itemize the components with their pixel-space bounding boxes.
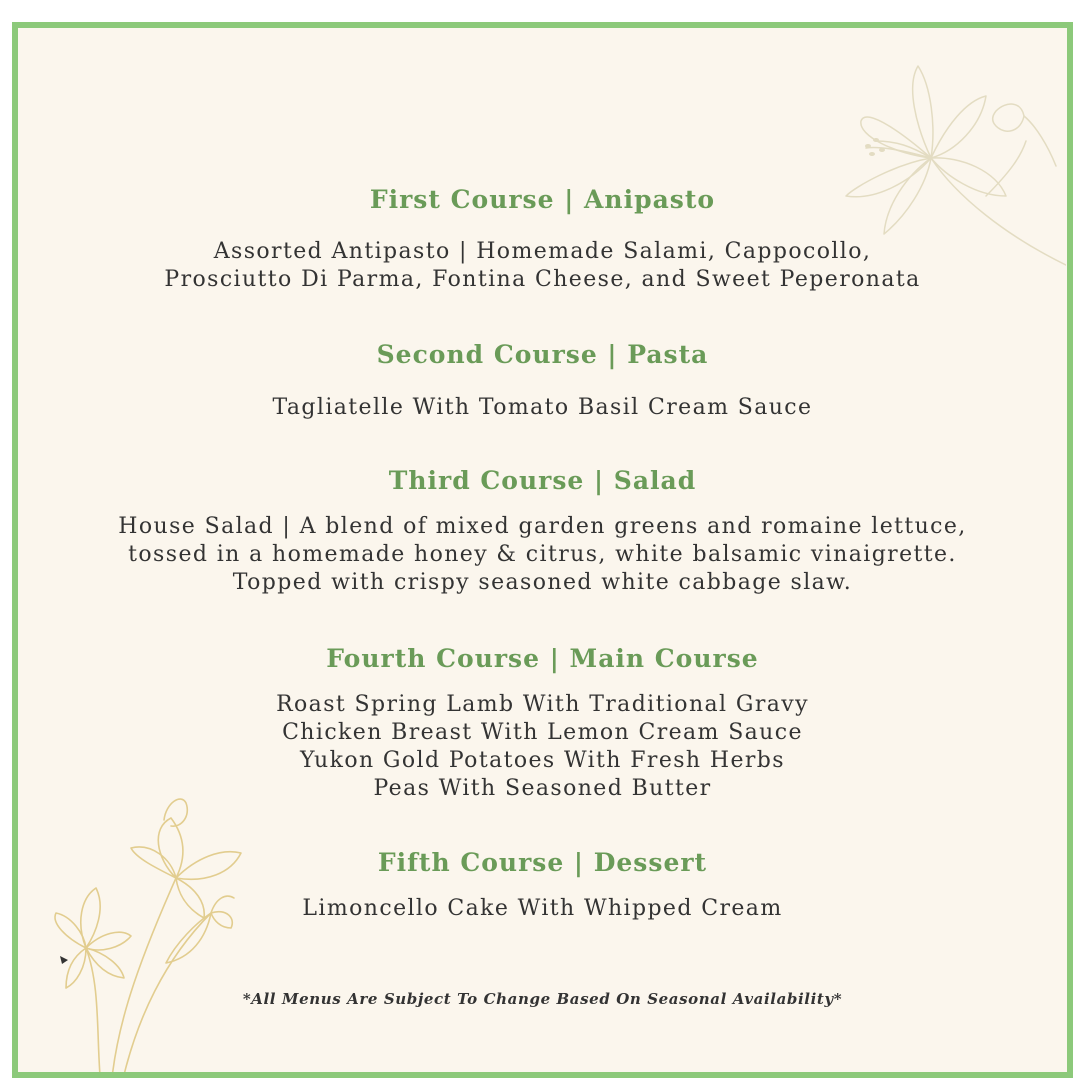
course-4-line-2: Chicken Breast With Lemon Cream Sauce bbox=[282, 720, 803, 745]
course-1-description bbox=[18, 238, 1067, 294]
course-2-description bbox=[18, 394, 1067, 422]
course-4-description bbox=[18, 691, 1067, 803]
availability-footnote: *All Menus Are Subject To Change Based On Seasonal Availability* bbox=[242, 990, 843, 1008]
course-3-line-1: House Salad | A blend of mixed garden greens and romaine lettuce, bbox=[118, 514, 967, 539]
lily-bouquet-icon bbox=[46, 788, 276, 1078]
course-1-line-2: Prosciutto Di Parma, Fontina Cheese, and Sweet Peperonata bbox=[164, 267, 921, 292]
course-4-line-3: Yukon Gold Potatoes With Fresh Herbs bbox=[300, 748, 785, 773]
course-2-line-1: Tagliatelle With Tomato Basil Cream Sauce bbox=[272, 395, 813, 420]
course-5-description bbox=[18, 895, 1067, 923]
course-4-title: Fourth Course | Main Course bbox=[326, 644, 759, 673]
course-1-title: First Course | Anipasto bbox=[369, 185, 716, 214]
course-2-title: Second Course | Pasta bbox=[376, 340, 709, 369]
course-3-line-3: Topped with crispy seasoned white cabbage slaw. bbox=[232, 570, 853, 595]
menu-card bbox=[12, 22, 1073, 1078]
course-3-title: Third Course | Salad bbox=[388, 466, 697, 495]
course-5-line-1: Limoncello Cake With Whipped Cream bbox=[302, 896, 783, 921]
course-3-description bbox=[18, 513, 1067, 597]
course-4-line-1: Roast Spring Lamb With Traditional Gravy bbox=[276, 692, 809, 717]
course-1-line-1: Assorted Antipasto | Homemade Salami, Cappocollo, bbox=[213, 239, 872, 264]
course-4-line-4: Peas With Seasoned Butter bbox=[373, 776, 712, 801]
course-3-line-2: tossed in a homemade honey & citrus, white balsamic vinaigrette. bbox=[128, 542, 957, 567]
course-5-title: Fifth Course | Dessert bbox=[377, 848, 708, 877]
